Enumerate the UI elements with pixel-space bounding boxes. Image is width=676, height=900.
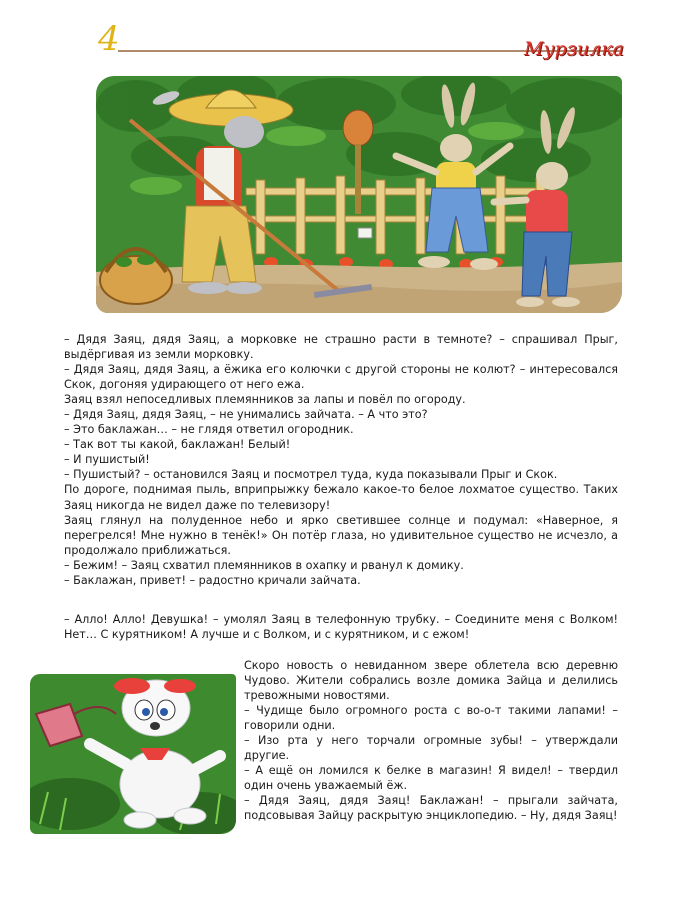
paragraph: – Так вот ты какой, баклажан! Белый! [64,438,291,452]
paragraph: – Чудище было огромного роста с во-о-т такими лапами! – говорили одни. [244,704,618,733]
page-number: 4 [98,19,120,59]
bottom-illustration [30,674,236,834]
paragraph: – Баклажан, привет! – радостно кричали зайчата. [64,573,361,587]
paragraph: Заяц глянул на полуденное небо и ярко светившее солнце и подумал: «Наверное, я перегрелся! Мне нужно в тенёк!» Он потёр глаза, но удивительное существо не исчезло, а продолжало приближаться. [64,513,618,557]
creature-scene [30,674,236,834]
paragraph: – Алло! Алло! Девушка! – умолял Заяц в телефонную трубку. – Соедините меня с Волком! Нет… С курятником! А лучше и с Волком, и с курятником, и с ежом! [64,613,618,642]
right-text-block [244,658,618,824]
paragraph: – Дядя Заяц, дядя Заяц, а морковке не страшно расти в темноте? – спрашивал Прыг, выдёргивая из земли морковку. [64,333,618,362]
top-illustration [96,76,622,313]
garden-scene [96,76,622,313]
paragraph: По дороге, поднимая пыль, вприпрыжку бежало какое-то белое лохматое существо. Таких Заяц никогда не видел даже по телевизору! [64,483,618,512]
paragraph: – Это баклажан… – не глядя ответил огородник. [64,423,354,437]
paragraph: – Бежим! – Заяц схватил племянников в охапку и рванул к домику. [64,558,464,572]
paragraph: Заяц взял непоседливых племянников за лапы и повёл по огороду. [64,393,466,407]
magazine-logo: Мурзилка [524,38,625,60]
paragraph: Скоро новость о невиданном звере облетела всю деревню Чудово. Жители собрались возле домика Зайца и делились тревожными новостями. [244,659,618,703]
paragraph: – Дядя Заяц, дядя Заяц, а ёжика его колючки с другой стороны не колют? – интересовался Скок, догоняя удирающего от него ежа. [64,363,618,392]
paragraph: – Дядя Заяц, дядя Заяц! Баклажан! – прыгали зайчата, подсовывая Зайцу раскрытую энциклопедию. – Ну, дядя Заяц! [244,794,618,823]
paragraph: – И пушистый! [64,453,150,467]
paragraph: – Изо рта у него торчали огромные зубы! – утверждали другие. [244,734,618,763]
main-text-block [64,332,618,588]
paragraph: – Дядя Заяц, дядя Заяц, – не унимались зайчата. – А что это? [64,408,428,422]
paragraph: – А ещё он ломился к белке в магазин! Я видел! – твердил один очень уважаемый ёж. [244,764,618,793]
paragraph: – Пушистый? – остановился Заяц и посмотрел туда, куда показывали Прыг и Скок. [64,468,558,482]
phone-call-text [64,612,618,642]
